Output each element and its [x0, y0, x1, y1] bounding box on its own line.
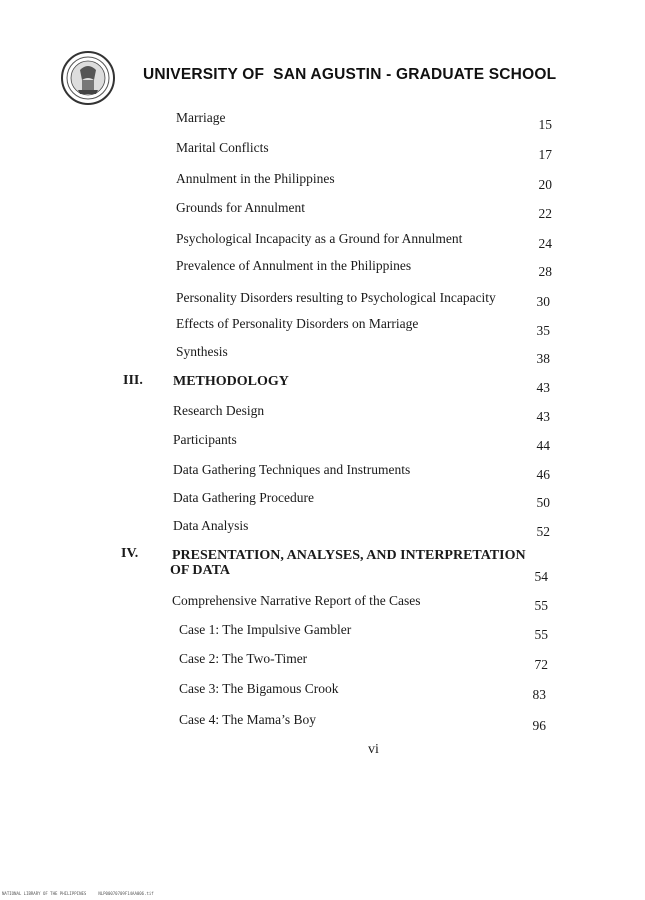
- chapter-page: 54: [534, 569, 548, 584]
- toc-entry-page: 20: [538, 177, 552, 192]
- toc-entry: Prevalence of Annulment in the Philippines: [176, 258, 412, 273]
- toc-entry-page: 46: [536, 467, 550, 482]
- toc-entry-page: 96: [532, 718, 546, 733]
- toc-entry: Data Gathering Procedure: [173, 490, 314, 505]
- toc-entry-page: 17: [538, 147, 552, 162]
- toc-entry-page: 38: [536, 351, 550, 366]
- toc-entry: Participants: [173, 432, 237, 447]
- toc-entry: Marriage: [176, 110, 226, 125]
- toc-entry-page: 35: [536, 323, 550, 338]
- toc-entry-page: 55: [534, 598, 548, 613]
- toc-entry-page: 15: [538, 117, 552, 132]
- toc-entry-page: 50: [536, 495, 550, 510]
- toc-case-entry: Case 1: The Impulsive Gambler: [179, 622, 352, 637]
- toc-case-entry: Case 3: The Bigamous Crook: [179, 681, 339, 696]
- scan-footer: NATIONAL LIBRARY OF THE PHILIPPINES NLP00070709F14AA006.tif: [2, 891, 154, 896]
- toc-case-entry: Case 4: The Mama’s Boy: [179, 712, 316, 727]
- chapter-numeral: IV.: [121, 546, 139, 561]
- toc-entry-page: 44: [536, 438, 550, 453]
- toc-case-entry: Case 2: The Two-Timer: [179, 651, 308, 666]
- toc-entry-page: 24: [538, 236, 552, 251]
- toc-entry-page: 30: [536, 294, 550, 309]
- toc-entry-page: 22: [538, 206, 552, 221]
- toc-entry: Synthesis: [176, 344, 228, 359]
- chapter-heading: METHODOLOGY: [173, 374, 289, 389]
- chapter-page: 43: [536, 380, 550, 395]
- toc-entry: Grounds for Annulment: [176, 200, 305, 215]
- toc-entry: Data Gathering Techniques and Instruments: [173, 462, 411, 477]
- chapter-numeral: III.: [123, 373, 143, 388]
- toc-entry: Comprehensive Narrative Report of the Cases: [172, 593, 421, 608]
- toc-entry: Psychological Incapacity as a Ground for Annulment: [176, 231, 463, 246]
- chapter-heading-line1: PRESENTATION, ANALYSES, AND INTERPRETATION: [172, 548, 526, 563]
- page-number: vi: [368, 742, 379, 757]
- toc-entry: Marital Conflicts: [176, 140, 269, 155]
- toc-entry: Data Analysis: [173, 518, 249, 533]
- university-header-title: UNIVERSITY OF SAN AGUSTIN - GRADUATE SCHOOL: [143, 66, 557, 83]
- chapter-heading-line2: OF DATA: [170, 563, 231, 578]
- toc-entry: Research Design: [173, 403, 265, 418]
- toc-entry-page: 55: [534, 627, 548, 642]
- toc-entry-page: 43: [536, 409, 550, 424]
- toc-entry: Effects of Personality Disorders on Marriage: [176, 316, 419, 331]
- toc-entry: Personality Disorders resulting to Psychological Incapacity: [176, 290, 496, 305]
- toc-entry-page: 28: [538, 264, 552, 279]
- toc-entry: Annulment in the Philippines: [176, 171, 335, 186]
- toc-entry-page: 52: [536, 524, 550, 539]
- university-seal-icon: [60, 50, 116, 106]
- toc-entry-page: 72: [534, 657, 548, 672]
- toc-entry-page: 83: [532, 687, 546, 702]
